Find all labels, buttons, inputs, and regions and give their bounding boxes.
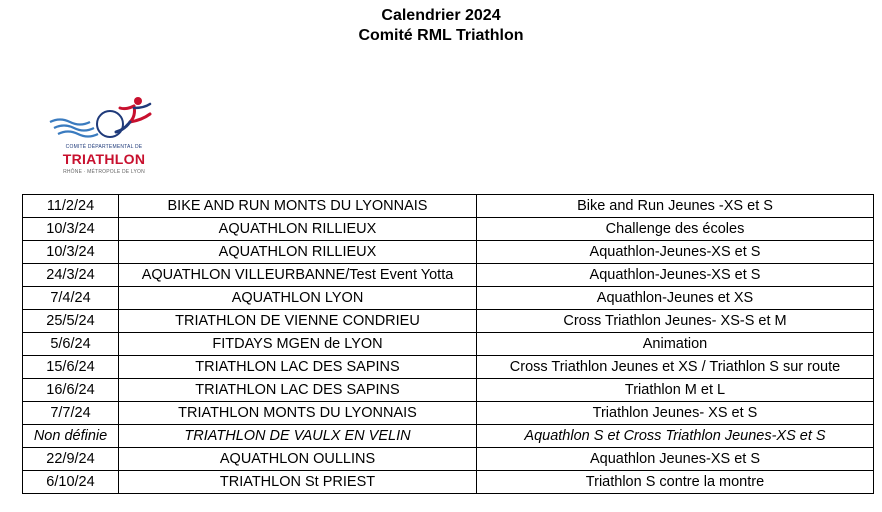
date-cell: 7/7/24 [23, 402, 119, 425]
date-cell: 10/3/24 [23, 218, 119, 241]
date-cell: 25/5/24 [23, 310, 119, 333]
logo-bottom-text: RHÔNE · MÉTROPOLE DE LYON [63, 169, 145, 175]
date-cell: 11/2/24 [23, 195, 119, 218]
table-row [23, 356, 874, 379]
event-cell: TRIATHLON LAC DES SAPINS [119, 379, 477, 402]
category-cell: Aquathlon-Jeunes-XS et S [477, 264, 874, 287]
table-row [23, 402, 874, 425]
category-cell: Aquathlon-Jeunes et XS [477, 287, 874, 310]
logo-wordmark: TRIATHLON [62, 151, 146, 167]
table-row [23, 448, 874, 471]
date-cell: 24/3/24 [23, 264, 119, 287]
category-cell: Triathlon S contre la montre [477, 471, 874, 494]
table-row [23, 379, 874, 402]
page-title: Calendrier 2024 [381, 7, 501, 24]
category-cell: Challenge des écoles [477, 218, 874, 241]
table-row [23, 241, 874, 264]
date-cell: 10/3/24 [23, 241, 119, 264]
table-row [23, 264, 874, 287]
category-cell: Cross Triathlon Jeunes et XS / Triathlon S sur route [477, 356, 874, 379]
logo-top-text: COMITÉ DÉPARTEMENTAL DE [65, 144, 143, 150]
event-cell: TRIATHLON MONTS DU LYONNAIS [119, 402, 477, 425]
event-cell: TRIATHLON LAC DES SAPINS [119, 356, 477, 379]
event-cell: TRIATHLON St PRIEST [119, 471, 477, 494]
table-row [23, 195, 874, 218]
event-cell: AQUATHLON RILLIEUX [119, 218, 477, 241]
category-cell: Aquathlon S et Cross Triathlon Jeunes-XS et S [477, 425, 874, 448]
table-row [23, 333, 874, 356]
date-cell: 6/10/24 [23, 471, 119, 494]
event-cell: AQUATHLON VILLEURBANNE/Test Event Yotta [119, 264, 477, 287]
event-cell: TRIATHLON DE VAULX EN VELIN [119, 425, 477, 448]
date-cell: 16/6/24 [23, 379, 119, 402]
event-cell: AQUATHLON LYON [119, 287, 477, 310]
table-row [23, 471, 874, 494]
category-cell: Cross Triathlon Jeunes- XS-S et M [477, 310, 874, 333]
category-cell: Aquathlon-Jeunes-XS et S [477, 241, 874, 264]
event-cell: BIKE AND RUN MONTS DU LYONNAIS [119, 195, 477, 218]
date-cell: 15/6/24 [23, 356, 119, 379]
page-subtitle: Comité RML Triathlon [358, 27, 524, 44]
category-cell: Aquathlon Jeunes-XS et S [477, 448, 874, 471]
date-cell: Non définie [23, 425, 119, 448]
date-cell: 7/4/24 [23, 287, 119, 310]
event-cell: AQUATHLON RILLIEUX [119, 241, 477, 264]
table-row [23, 287, 874, 310]
calendar-table [22, 194, 874, 494]
table-row [23, 425, 874, 448]
date-cell: 22/9/24 [23, 448, 119, 471]
event-cell: FITDAYS MGEN de LYON [119, 333, 477, 356]
date-cell: 5/6/24 [23, 333, 119, 356]
category-cell: Animation [477, 333, 874, 356]
table-row [23, 310, 874, 333]
table-row [23, 218, 874, 241]
event-cell: AQUATHLON OULLINS [119, 448, 477, 471]
category-cell: Bike and Run Jeunes -XS et S [477, 195, 874, 218]
event-cell: TRIATHLON DE VIENNE CONDRIEU [119, 310, 477, 333]
category-cell: Triathlon Jeunes- XS et S [477, 402, 874, 425]
category-cell: Triathlon M et L [477, 379, 874, 402]
